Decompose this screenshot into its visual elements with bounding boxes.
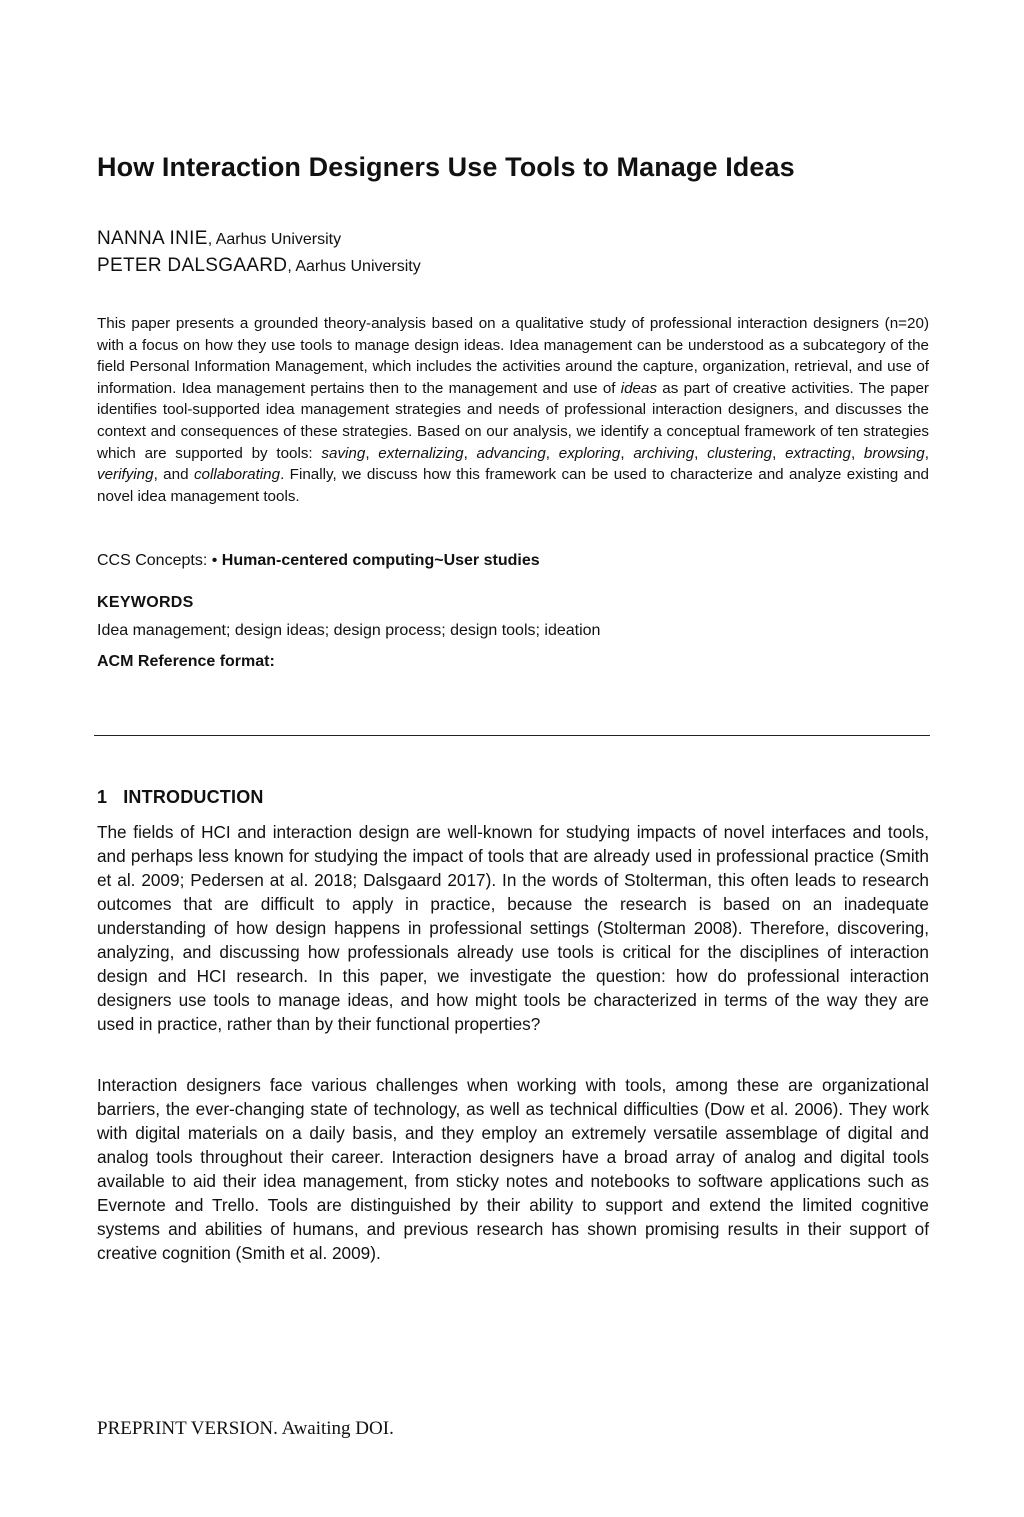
section-divider (94, 735, 930, 736)
list-separator: , (545, 444, 559, 462)
preprint-footer: PREPRINT VERSION. Awaiting DOI. (97, 1418, 394, 1439)
ccs-concepts (97, 550, 929, 572)
abstract-text: This paper presents a grounded theory-analysis based on a qualitative study of professional interaction designers (n=20) with a focus on how they use tools to manage design ideas. Idea management can be understood as a subcategory of the field Personal Information Management, which includes the activities around the capture, organization, retrieval, and use of information. Idea management pertains then to the management and use of (97, 315, 929, 397)
abstract-text: as part of creative activities. The paper identifies tool-supported idea management strategies and needs of professional interaction designers, and discusses the context and consequences of these strategies. Based on our analysis, we identify a conceptual framework of ten strategies which are supported by tools: (97, 379, 929, 462)
strategy-term: externalizing (378, 444, 464, 462)
strategy-term: extracting (785, 444, 851, 462)
author-entry (97, 253, 797, 280)
strategy-term: collaborating (193, 466, 281, 484)
list-separator: , (850, 444, 864, 462)
list-separator: , (924, 444, 929, 462)
strategy-term: clustering (707, 444, 773, 462)
author-separator: , (207, 231, 216, 248)
abstract (97, 313, 929, 507)
strategy-term: saving (321, 444, 366, 462)
keywords-heading: KEYWORDS (97, 594, 194, 611)
ccs-value: Human-centered computing~User studies (221, 552, 540, 569)
list-separator: , (463, 444, 477, 462)
acm-reference-heading: ACM Reference format: (97, 653, 275, 670)
author-affiliation: Aarhus University (215, 231, 342, 248)
author-entry (97, 226, 797, 253)
list-separator: , and (153, 466, 194, 484)
body-paragraph: Interaction designers face various challenges when working with tools, among these are organizational barriers, the ever-changing state of technology, as well as technical difficulties (Dow et al. 2006). They work with digital materials on a daily basis, and they employ an extremely versatile assemblage of digital and analog tools throughout their career. Interaction designers have a broad array of analog and digital tools available to aid their idea management, from sticky notes and notebooks to software applications such as Evernote and Trello. Tools are distinguished by their ability to support and extend the limited cognitive systems and abilities of humans, and previous research has shown promising results in their support of creative cognition (Smith et al. 2009). (97, 1075, 929, 1263)
list-separator: , (772, 444, 786, 462)
section-heading (97, 787, 264, 808)
paper-title: How Interaction Designers Use Tools to Manage Ideas (97, 152, 795, 182)
body-paragraph: The fields of HCI and interaction design are well-known for studying impacts of novel interfaces and tools, and perhaps less known for studying the impact of tools that are already used in professional practice (Smith et al. 2009; Pedersen at al. 2018; Dalsgaard 2017). In the words of Stolterman, this often leads to research outcomes that are difficult to apply in practice, because the research is based on an inadequate understanding of how design happens in professional settings (Stolterman 2008). Therefore, discovering, analyzing, and discussing how professionals already use tools is critical for the disciplines of interaction design and HCI research. In this paper, we investigate the question: how do professional interaction designers use tools to manage ideas, and how might tools be characterized in terms of the way they are used in practice, rather than by their functional properties? (97, 822, 929, 1034)
author-name: PETER DALSGAARD (97, 255, 288, 276)
strategy-term: advancing (476, 444, 546, 462)
author-name: NANNA INIE (97, 228, 208, 249)
abstract-emphasis: ideas (620, 379, 658, 397)
list-separator: , (694, 444, 708, 462)
ccs-label: CCS Concepts: (97, 552, 212, 569)
abstract-text: . Finally, we discuss how this framework can be used to characterize and analyze existing and novel idea management tools. (97, 466, 930, 505)
keywords-text: Idea management; design ideas; design process; design tools; ideation (97, 622, 601, 639)
list-separator: , (365, 444, 379, 462)
strategy-term: archiving (633, 444, 695, 462)
strategy-term: browsing (863, 444, 925, 462)
section-number: 1 (97, 787, 108, 807)
list-separator: , (620, 444, 634, 462)
author-list (97, 226, 797, 280)
author-separator: , (287, 258, 296, 275)
strategy-term: exploring (558, 444, 621, 462)
bullet-icon: • (211, 552, 222, 569)
author-affiliation: Aarhus University (295, 258, 421, 275)
section-title: INTRODUCTION (123, 787, 264, 807)
strategy-term: verifying (97, 466, 154, 484)
